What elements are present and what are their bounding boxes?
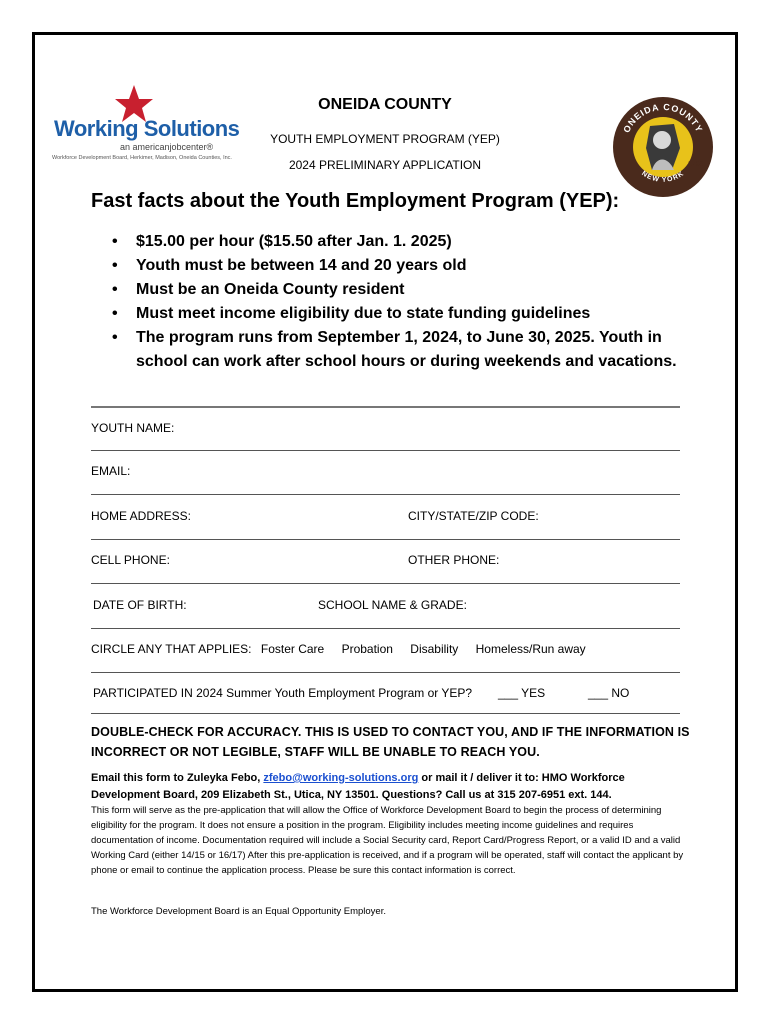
divider (91, 450, 680, 451)
divider (91, 539, 680, 540)
option-foster-care[interactable]: Foster Care (260, 642, 325, 656)
divider (91, 406, 680, 408)
participated-label: PARTICIPATED IN 2024 Summer Youth Employment Program or YEP? (93, 686, 473, 700)
school-label: SCHOOL NAME & GRADE: (318, 598, 467, 612)
divider (91, 713, 680, 714)
dob-input[interactable] (190, 598, 304, 613)
cell-phone-label: CELL PHONE: (91, 553, 170, 567)
email-input[interactable] (134, 464, 658, 479)
fact-item: • Youth must be between 14 and 20 years old (110, 254, 700, 278)
other-phone-input[interactable] (503, 553, 677, 568)
divider (91, 672, 680, 673)
email-field (91, 464, 658, 479)
city-state-zip-input[interactable] (542, 509, 676, 524)
logo-subbrand: an americanjobcenter® (120, 142, 214, 152)
program-title: YOUTH EMPLOYMENT PROGRAM (YEP) (270, 132, 500, 146)
logo-name: Working Solutions (54, 116, 240, 141)
youth-name-field (91, 421, 662, 436)
email-label: EMAIL: (91, 464, 131, 478)
logo-tagline: Workforce Development Board, Herkimer, Madison, Oneida Counties, Inc. (52, 155, 232, 161)
accuracy-notice: DOUBLE-CHECK FOR ACCURACY. THIS IS USED TO CONTACT YOU, AND IF THE INFORMATION IS INCORRECT OR NOT LEGIBLE, STAFF WILL BE UNABLE TO REACH YOU. (91, 725, 690, 759)
fact-item: • Must meet income eligibility due to state funding guidelines (110, 302, 700, 326)
option-probation[interactable]: Probation (341, 642, 393, 656)
participated-yes[interactable]: ___ YES (498, 686, 546, 700)
youth-name-label: YOUTH NAME: (91, 421, 175, 435)
fact-item: • Must be an Oneida County resident (110, 278, 700, 302)
cell-phone-field (91, 553, 397, 568)
other-phone-field (408, 553, 677, 568)
other-phone-label: OTHER PHONE: (408, 553, 500, 567)
facts-list (110, 230, 700, 374)
facts-title: Fast facts about the Youth Employment Program (YEP): (91, 190, 620, 212)
circle-label: CIRCLE ANY THAT APPLIES: (91, 642, 252, 656)
dob-field (93, 598, 304, 613)
option-disability[interactable]: Disability (410, 642, 459, 656)
school-input[interactable] (470, 598, 674, 613)
participated-no[interactable]: ___ NO (588, 686, 630, 700)
circle-options-field (91, 642, 600, 656)
contact-email-link[interactable]: zfebo@working-solutions.org (263, 772, 419, 784)
divider (91, 494, 680, 495)
seal-bottom-text: NEW YORK (640, 170, 686, 184)
seal-top-text: ONEIDA COUNTY (621, 101, 705, 135)
seal-year: 1798 (688, 161, 704, 168)
contact-suffix: or mail it / deliver it to: HMO Workforce Development Board, 209 Elizabeth St., Utica, NY 13501. Questions? Call us at 315 207-6951 ext. 144. (91, 772, 625, 801)
equal-opportunity-statement: The Workforce Development Board is an Equal Opportunity Employer. (91, 906, 386, 917)
county-title: ONEIDA COUNTY (318, 96, 452, 113)
header (255, 96, 515, 172)
divider (91, 628, 680, 629)
city-state-zip-label: CITY/STATE/ZIP CODE: (408, 509, 539, 523)
youth-name-input[interactable] (178, 421, 662, 436)
home-address-field (91, 509, 398, 524)
dob-label: DATE OF BIRTH: (93, 598, 187, 612)
fact-item: • $15.00 per hour ($15.50 after Jan. 1. 2025) (110, 230, 700, 254)
working-solutions-logo (52, 82, 242, 172)
school-field (318, 598, 674, 613)
divider (91, 583, 680, 584)
svg-text:NEW YORK (640, 170, 685, 184)
fact-item: • The program runs from September 1, 2024, to June 30, 2025. Youth in school can work after school hours or during weekends and vacations. (110, 326, 700, 374)
home-address-input[interactable] (194, 509, 398, 524)
contact-instructions (91, 770, 691, 804)
svg-text:ONEIDA COUNTY (621, 102, 704, 134)
pre-application-description: This form will serve as the pre-application that will allow the Office of Workforce Development Board to begin the process of determining eligibility for the program. It does not ensure a position in the program. Eligibility includes meeting income guidelines and requires documentation of income. Documentation required will include a Social Security card, Report Card/Progress Report, or a valid ID and a valid Working Card (either 14/15 or 16/17) After this pre-application is received, and if a program will be operated, staff will contact the applicant by phone or email to continue the application process. Please be sure this contact information is correct. (91, 805, 684, 876)
city-state-zip-field (408, 509, 676, 524)
home-address-label: HOME ADDRESS: (91, 509, 192, 523)
oneida-county-seal (612, 96, 714, 198)
contact-prefix: Email this form to Zuleyka Febo, (91, 772, 264, 784)
cell-phone-input[interactable] (173, 553, 397, 568)
participated-field (93, 686, 472, 700)
application-title: 2024 PRELIMINARY APPLICATION (288, 158, 482, 172)
option-homeless-runaway[interactable]: Homeless/Run away (475, 642, 586, 656)
